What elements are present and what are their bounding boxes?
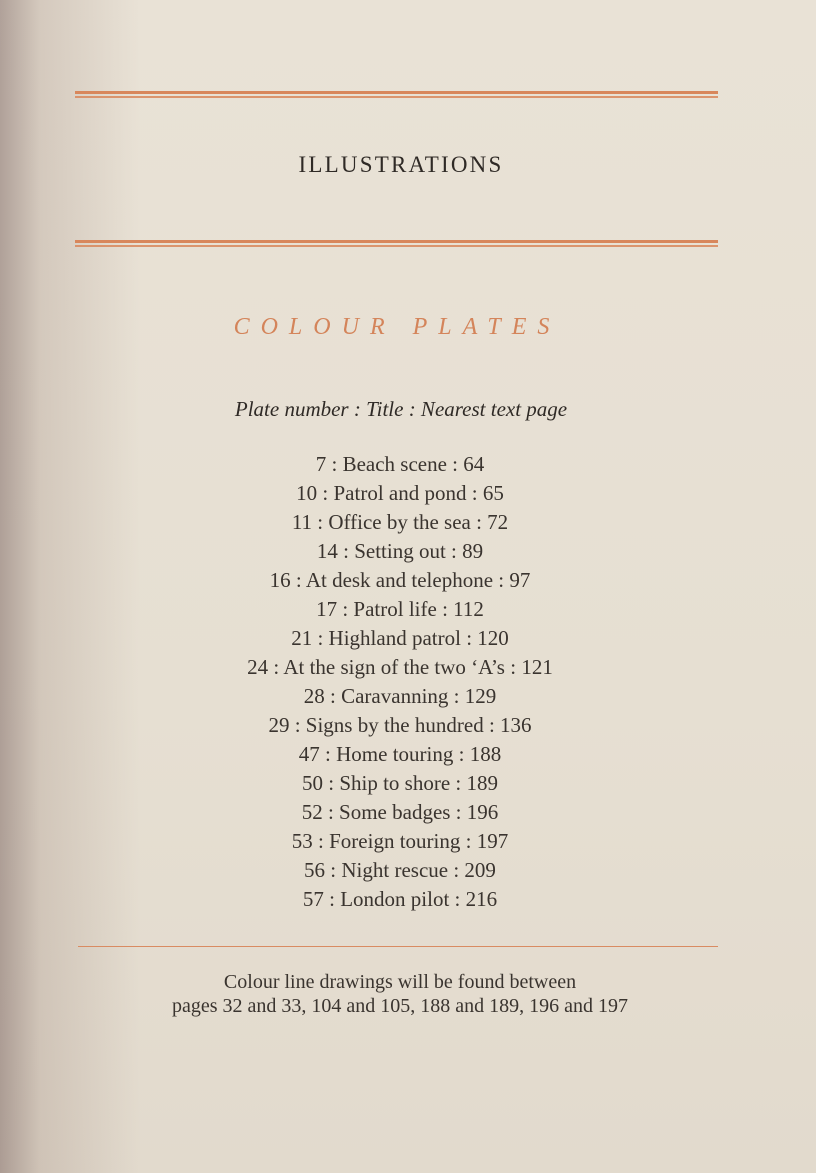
plate-entry: 17 : Patrol life : 112 xyxy=(316,597,484,621)
plate-entry: 29 : Signs by the hundred : 136 xyxy=(268,713,532,737)
plate-entry: 56 : Night rescue : 209 xyxy=(304,858,496,882)
plate-entry: 16 : At desk and telephone : 97 xyxy=(269,568,531,592)
plate-entry: 7 : Beach scene : 64 xyxy=(315,452,485,476)
footnote-line-1: Colour line drawings will be found between xyxy=(223,971,577,993)
heading-bottom-double-rule xyxy=(75,240,718,247)
plate-list xyxy=(0,450,800,914)
plate-entry: 52 : Some badges : 196 xyxy=(301,800,499,824)
plate-entry: 10 : Patrol and pond : 65 xyxy=(296,481,504,505)
column-subheading: Plate number : Title : Nearest text page xyxy=(234,397,568,421)
footnote-divider-rule xyxy=(78,946,718,947)
section-title: COLOUR PLATES xyxy=(233,314,561,340)
plate-entry: 24 : At the sign of the two ‘A’s : 121 xyxy=(247,655,553,679)
plate-entry: 50 : Ship to shore : 189 xyxy=(301,771,498,795)
plate-entry: 57 : London pilot : 216 xyxy=(302,887,498,911)
plate-entry: 14 : Setting out : 89 xyxy=(316,539,484,563)
page-heading: ILLUSTRATIONS xyxy=(298,152,504,177)
plate-entry: 47 : Home touring : 188 xyxy=(298,742,502,766)
top-double-rule xyxy=(75,91,718,98)
footnote xyxy=(0,970,800,1018)
footnote-line-2: pages 32 and 33, 104 and 105, 188 and 189, 196 and 197 xyxy=(171,995,629,1017)
plate-entry: 53 : Foreign touring : 197 xyxy=(291,829,509,853)
plate-entry: 21 : Highland patrol : 120 xyxy=(291,626,509,650)
plate-entry: 11 : Office by the sea : 72 xyxy=(291,510,509,534)
plate-entry: 28 : Caravanning : 129 xyxy=(303,684,497,708)
